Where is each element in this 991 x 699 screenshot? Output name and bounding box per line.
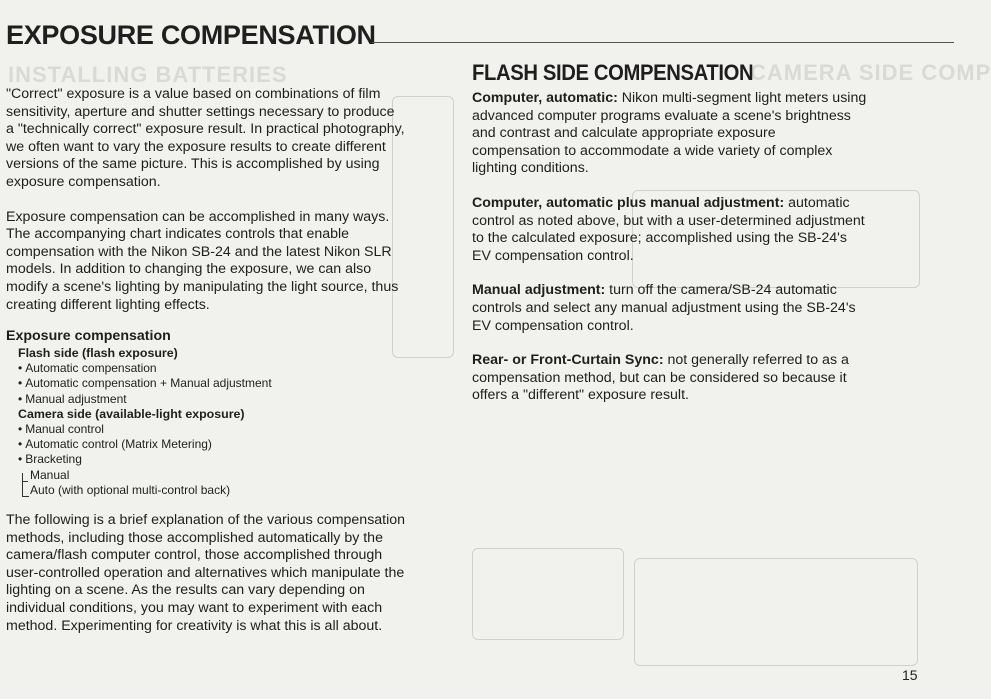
exposure-compensation-heading: Exposure compensation — [6, 328, 171, 344]
flash-side-title: FLASH SIDE COMPENSATION — [472, 60, 754, 85]
list-item: • Automatic compensation — [18, 361, 338, 376]
bleed-through-frame — [472, 548, 624, 640]
bleed-through-heading: INSTALLING BATTERIES — [8, 62, 288, 87]
method-term: Manual adjustment: — [472, 282, 606, 299]
bracketing-tree-tick — [22, 481, 28, 482]
method-term: Computer, automatic plus manual adjustment: — [472, 194, 785, 211]
intro-paragraph-1: "Correct" exposure is a value based on combinations of film sensitivity, aperture and shutter settings necessary to produce a "technically correct" exposure result. In practical photography, we often want to vary the exposure results to create different versions of the same picture. This is accomplished by using exposure compensation. — [6, 86, 405, 190]
title-rule — [372, 42, 954, 43]
list-item: • Manual control — [18, 422, 338, 437]
list-item: • Bracketing — [18, 452, 338, 467]
bracketing-tree-line — [22, 473, 29, 497]
closing-paragraph: The following is a brief explanation of the various compensation methods, including those accomplished automatically by the camera/flash computer control, those accomplished through user-controlled operation and alternatives which manipulate the lighting on a scene. As the results can vary depending on individual conditions, you may want to experiment with each method. Experimenting for creativity is what this is all about. — [6, 512, 406, 634]
method-text: turn off the camera/SB-24 automatic controls and select any manual adjustment using the SB-24's EV compensation control. — [472, 282, 856, 334]
left-intro-column — [6, 86, 406, 314]
method-curtain-sync — [472, 352, 867, 405]
page-title: EXPOSURE COMPENSATION — [6, 20, 376, 50]
bleed-through-heading-right: CAMERA SIDE COMP — [750, 60, 991, 85]
intro-paragraph-2: Exposure compensation can be accomplished in many ways. The accompanying chart indicates controls that enable compensation with the Nikon SB-24 and the latest Nikon SLR models. In addition to changing the exposure, we can also modify a scene's lighting by manipulating the light source, thus creating different lighting effects. — [6, 208, 399, 313]
camera-side-heading: Camera side (available-light exposure) — [18, 406, 245, 421]
list-item: • Manual adjustment — [18, 392, 338, 407]
method-text: automatic control as noted above, but with a user-determined adjustment to the calculated exposure; accomplished using the SB-24's EV compensation control. — [472, 194, 865, 264]
method-term: Computer, automatic: — [472, 90, 618, 106]
method-computer-automatic — [472, 90, 867, 178]
list-item: • Automatic compensation + Manual adjustment — [18, 376, 338, 391]
flash-side-column — [472, 60, 867, 405]
bleed-through-frame — [634, 558, 918, 666]
bracketing-sub-item: Manual — [30, 467, 70, 482]
method-term: Rear- or Front-Curtain Sync: — [472, 352, 664, 369]
page-number: 15 — [902, 667, 918, 683]
method-text: Nikon multi-segment light meters using advanced computer programs evaluate a scene's brightness and contrast and calculate appropriate exposure compensation to accommodate a wide variety of complex lighting conditions. — [472, 90, 867, 177]
bracketing-sub-item: Auto (with optional multi-control back) — [30, 482, 231, 497]
list-item: • Automatic control (Matrix Metering) — [18, 437, 338, 452]
left-closing-column — [6, 512, 406, 635]
method-text: not generally referred to as a compensation method, but can be considered so because it offers a "different" exposure result. — [472, 352, 849, 404]
method-automatic-plus-manual — [472, 195, 867, 265]
flash-side-heading: Flash side (flash exposure) — [18, 346, 178, 360]
method-manual-adjustment — [472, 282, 867, 335]
compensation-list — [18, 346, 338, 498]
